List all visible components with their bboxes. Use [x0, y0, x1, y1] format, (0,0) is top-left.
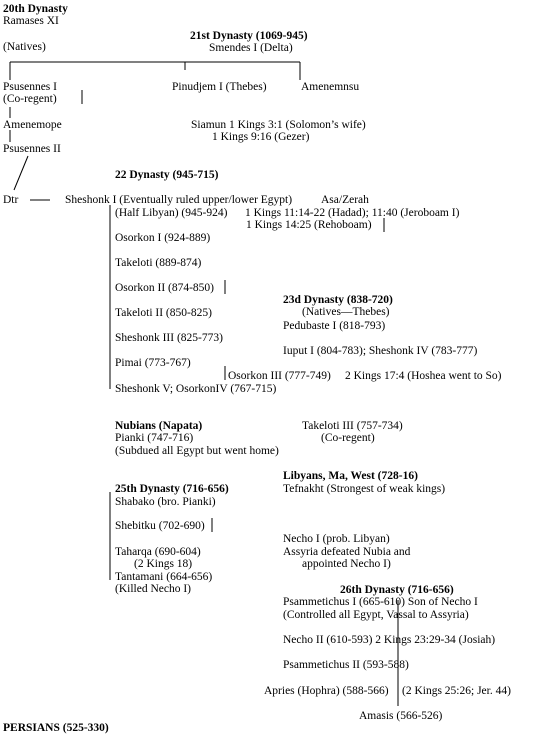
dyn26-psam2: Psammetichus II (593-588) — [283, 659, 409, 671]
libyans-assyria: Assyria defeated Nubia and — [283, 546, 411, 558]
libyans-appointed: appointed Necho I) — [302, 558, 391, 570]
dyn26-apries: Apries (Hophra) (588-566) — [264, 685, 389, 697]
nubians-pianki: Pianki (747-716) — [115, 432, 194, 444]
dyn22-half-libyan: (Half Libyan) (945-924) — [115, 207, 228, 219]
nubians-subdued: (Subdued all Egypt but went home) — [115, 445, 279, 457]
dyn21-siamun: Siamun 1 Kings 3:1 (Solomon’s wife) — [191, 119, 366, 131]
dyn25-title: 25th Dynasty (716-656) — [115, 483, 229, 495]
dyn22-sheshonk5: Sheshonk V; OsorkonIV (767-715) — [115, 383, 277, 395]
dyn23-takeloti3: Takeloti III (757-734) — [302, 420, 403, 432]
dyn21-psusennes1: Psusennes I — [3, 81, 57, 93]
dyn26-amasis: Amasis (566-526) — [359, 710, 443, 722]
dyn23-osorkon3: Osorkon III (777-749) — [228, 370, 331, 382]
line-psusennes2-dtr — [14, 156, 28, 190]
dyn22-asa: Asa/Zerah — [321, 194, 369, 206]
dyn26-controlled: (Controlled all Egypt, Vassal to Assyria) — [283, 609, 469, 621]
dyn21-gezer: 1 Kings 9:16 (Gezer) — [212, 131, 310, 143]
dyn21-amenemope: Amenemope — [3, 119, 62, 131]
dyn26-apries-ref: (2 Kings 25:26; Jer. 44) — [402, 685, 511, 697]
libyans-necho1: Necho I (prob. Libyan) — [283, 533, 390, 545]
dyn22-osorkon1: Osorkon I (924-889) — [115, 232, 211, 244]
dyn23-title: 23d Dynasty (838-720) — [283, 294, 393, 306]
dyn20-title: 20th Dynasty — [3, 3, 68, 15]
libyans-tefnakht: Tefnakht (Strongest of weak kings) — [283, 483, 446, 495]
dyn20-king: Ramases XI — [3, 15, 59, 27]
libyans-title: Libyans, Ma, West (728-16) — [283, 470, 418, 482]
dyn22-osorkon2: Osorkon II (874-850) — [115, 282, 215, 294]
dyn21-dtr: Dtr — [3, 194, 19, 206]
dyn25-kings18: (2 Kings 18) — [134, 558, 193, 570]
dyn20-natives: (Natives) — [3, 41, 46, 53]
dyn21-smendes: Smendes I (Delta) — [209, 42, 293, 54]
dyn23-iuput: Iuput I (804-783); Sheshonk IV (783-777) — [283, 345, 478, 357]
dyn23-hoshea: 2 Kings 17:4 (Hoshea went to So) — [345, 370, 502, 382]
dyn25-killed: (Killed Necho I) — [115, 583, 191, 595]
dyn22-pimai: Pimai (773-767) — [115, 357, 191, 369]
dyn22-sheshonk3: Sheshonk III (825-773) — [115, 332, 223, 344]
dyn21-coregent: (Co-regent) — [3, 93, 57, 105]
dyn25-shabako: Shabako (bro. Pianki) — [115, 496, 216, 508]
dyn22-takeloti1: Takeloti (889-874) — [115, 257, 202, 269]
dyn22-takeloti2: Takeloti II (850-825) — [115, 307, 212, 319]
dyn25-tantamani: Tantamani (664-656) — [115, 571, 213, 583]
dyn26-title: 26th Dynasty (716-656) — [340, 584, 454, 596]
dyn26-necho2: Necho II (610-593) 2 Kings 23:29-34 (Josiah) — [283, 634, 496, 646]
dyn21-psusennes2: Psusennes II — [3, 143, 61, 155]
dyn23-thebes: (Natives—Thebes) — [302, 306, 390, 318]
dyn21-pinudjem: Pinudjem I (Thebes) — [172, 81, 267, 93]
dyn22-title: 22 Dynasty (945-715) — [115, 169, 219, 181]
dyn23-coregent: (Co-regent) — [321, 432, 375, 444]
dyn23-pedubaste: Pedubaste I (818-793) — [283, 320, 386, 332]
dyn25-taharqa: Taharqa (690-604) — [115, 546, 201, 558]
dyn26-psam1: Psammetichus I (665-610) Son of Necho I — [283, 596, 478, 608]
dyn25-shebitku: Shebitku (702-690) — [115, 520, 205, 532]
nubians-title: Nubians (Napata) — [115, 420, 203, 432]
persians-title: PERSIANS (525-330) — [3, 722, 109, 734]
dyn21-title: 21st Dynasty (1069-945) — [190, 30, 308, 42]
dyn22-hadad: 1 Kings 11:14-22 (Hadad); 11:40 (Jeroboam I) — [245, 207, 460, 219]
dyn21-amenemnsu: Amenemnsu — [301, 81, 360, 93]
dyn22-sheshonk1: Sheshonk I (Eventually ruled upper/lower Egypt) — [65, 194, 293, 206]
dyn22-rehoboam: 1 Kings 14:25 (Rehoboam) — [246, 219, 372, 231]
